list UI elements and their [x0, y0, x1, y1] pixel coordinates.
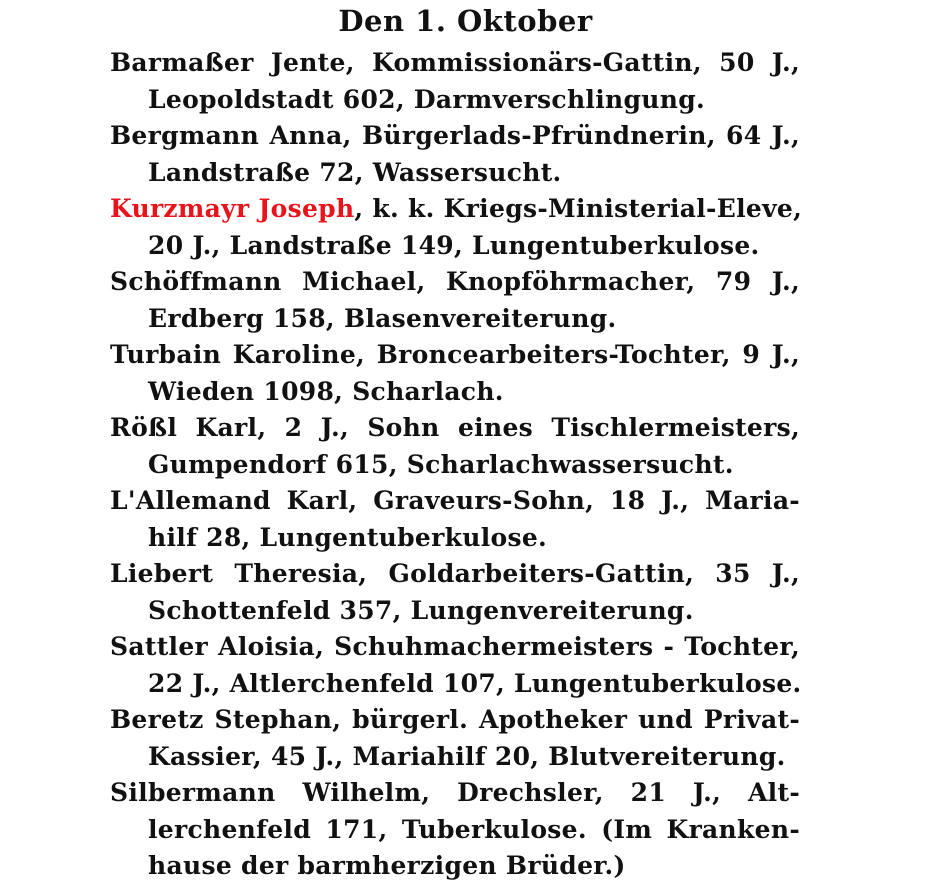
death-notice-entry	[110, 264, 800, 337]
date-heading: Den 1. Oktober	[338, 4, 593, 38]
entry-continuation-line: 20 J., Landstraße 149, Lungentuberkulose.	[148, 230, 760, 260]
entry-text: , 2 J., Sohn eines Tischlermeisters,	[257, 413, 800, 442]
entry-text: , Graveurs-Sohn, 18 J., Maria-	[348, 486, 800, 515]
death-notice-entry-highlighted	[110, 191, 803, 264]
deceased-name: Liebert Theresia	[110, 559, 359, 588]
entry-first-line	[110, 556, 800, 593]
entry-continuation-line: lerchenfeld 171, Tuberkulose. (Im Kranken-	[148, 814, 800, 844]
entry-first-line	[110, 483, 800, 520]
entry-continuation-line: hause der barmherzigen Brüder.)	[148, 851, 626, 880]
entry-text: , Broncearbeiters-Tochter, 9 J.,	[356, 340, 800, 369]
death-notice-entry	[110, 45, 800, 118]
deceased-name: Bergmann Anna	[110, 121, 343, 150]
entry-text: , Schuhmachermeisters - Tochter,	[315, 632, 801, 661]
entry-continuation-line: Gumpendorf 615, Scharlachwassersucht.	[148, 449, 734, 479]
entry-continuation-line: Leopoldstadt 602, Darmverschlingung.	[148, 84, 706, 114]
death-notice-entry	[110, 337, 800, 410]
entry-continuation-line: 22 J., Altlerchenfeld 107, Lungentuberkulose.	[148, 668, 802, 698]
entry-first-line	[110, 702, 800, 739]
entry-continuation-line: Schottenfeld 357, Lungenvereiterung.	[148, 595, 694, 625]
deceased-name: Sattler Aloisia	[110, 632, 316, 661]
death-notice-entry	[110, 702, 800, 775]
death-notice-entry	[110, 556, 800, 629]
death-notice-entry	[110, 118, 800, 191]
death-notice-entry	[110, 483, 800, 556]
entry-first-line	[110, 118, 800, 155]
entry-text: , Bürgerlads-Pfründnerin, 64 J.,	[342, 121, 800, 150]
entry-first-line	[110, 45, 800, 82]
entry-first-line	[110, 264, 800, 301]
entry-continuation-line: Wieden 1098, Scharlach.	[148, 376, 504, 406]
entry-continuation-line: Kassier, 45 J., Mariahilf 20, Blutvereiterung.	[148, 741, 786, 771]
entry-text: , Drechsler, 21 J., Alt-	[421, 778, 800, 807]
deceased-name-highlighted: Kurzmayr Joseph	[110, 194, 355, 223]
entry-text: , Kommissionärs-Gattin, 50 J.,	[345, 48, 800, 77]
death-notice-entry	[110, 629, 800, 702]
entry-first-line	[110, 775, 800, 812]
death-notice-list	[110, 45, 803, 885]
deceased-name: Barmaßer Jente	[110, 48, 346, 77]
deceased-name: Rößl Karl	[110, 413, 258, 442]
entry-text: , bürgerl. Apotheker und Privat-	[332, 705, 800, 734]
deceased-name: Turbain Karoline	[110, 340, 357, 369]
entry-first-line	[110, 410, 800, 447]
entry-continuation-line: hilf 28, Lungentuberkulose.	[148, 522, 548, 552]
death-notice-entry	[110, 410, 800, 483]
entry-first-line	[110, 191, 803, 228]
entry-text: , Knopföhrmacher, 79 J.,	[416, 267, 800, 296]
entry-text: , k. k. Kriegs-Ministerial-Eleve,	[354, 194, 803, 223]
deceased-name: Silbermann Wilhelm	[110, 778, 422, 807]
deceased-name: L'Allemand Karl	[110, 486, 349, 515]
death-notice-entry	[110, 775, 800, 885]
deceased-name: Schöffmann Michael	[110, 267, 417, 296]
entry-first-line	[110, 629, 800, 666]
entry-first-line	[110, 337, 800, 374]
deceased-name: Beretz Stephan	[110, 705, 333, 734]
entry-text: , Goldarbeiters-Gattin, 35 J.,	[358, 559, 800, 588]
entry-continuation-line: Erdberg 158, Blasenvereiterung.	[148, 303, 617, 333]
entry-continuation-line: Landstraße 72, Wassersucht.	[148, 157, 562, 187]
